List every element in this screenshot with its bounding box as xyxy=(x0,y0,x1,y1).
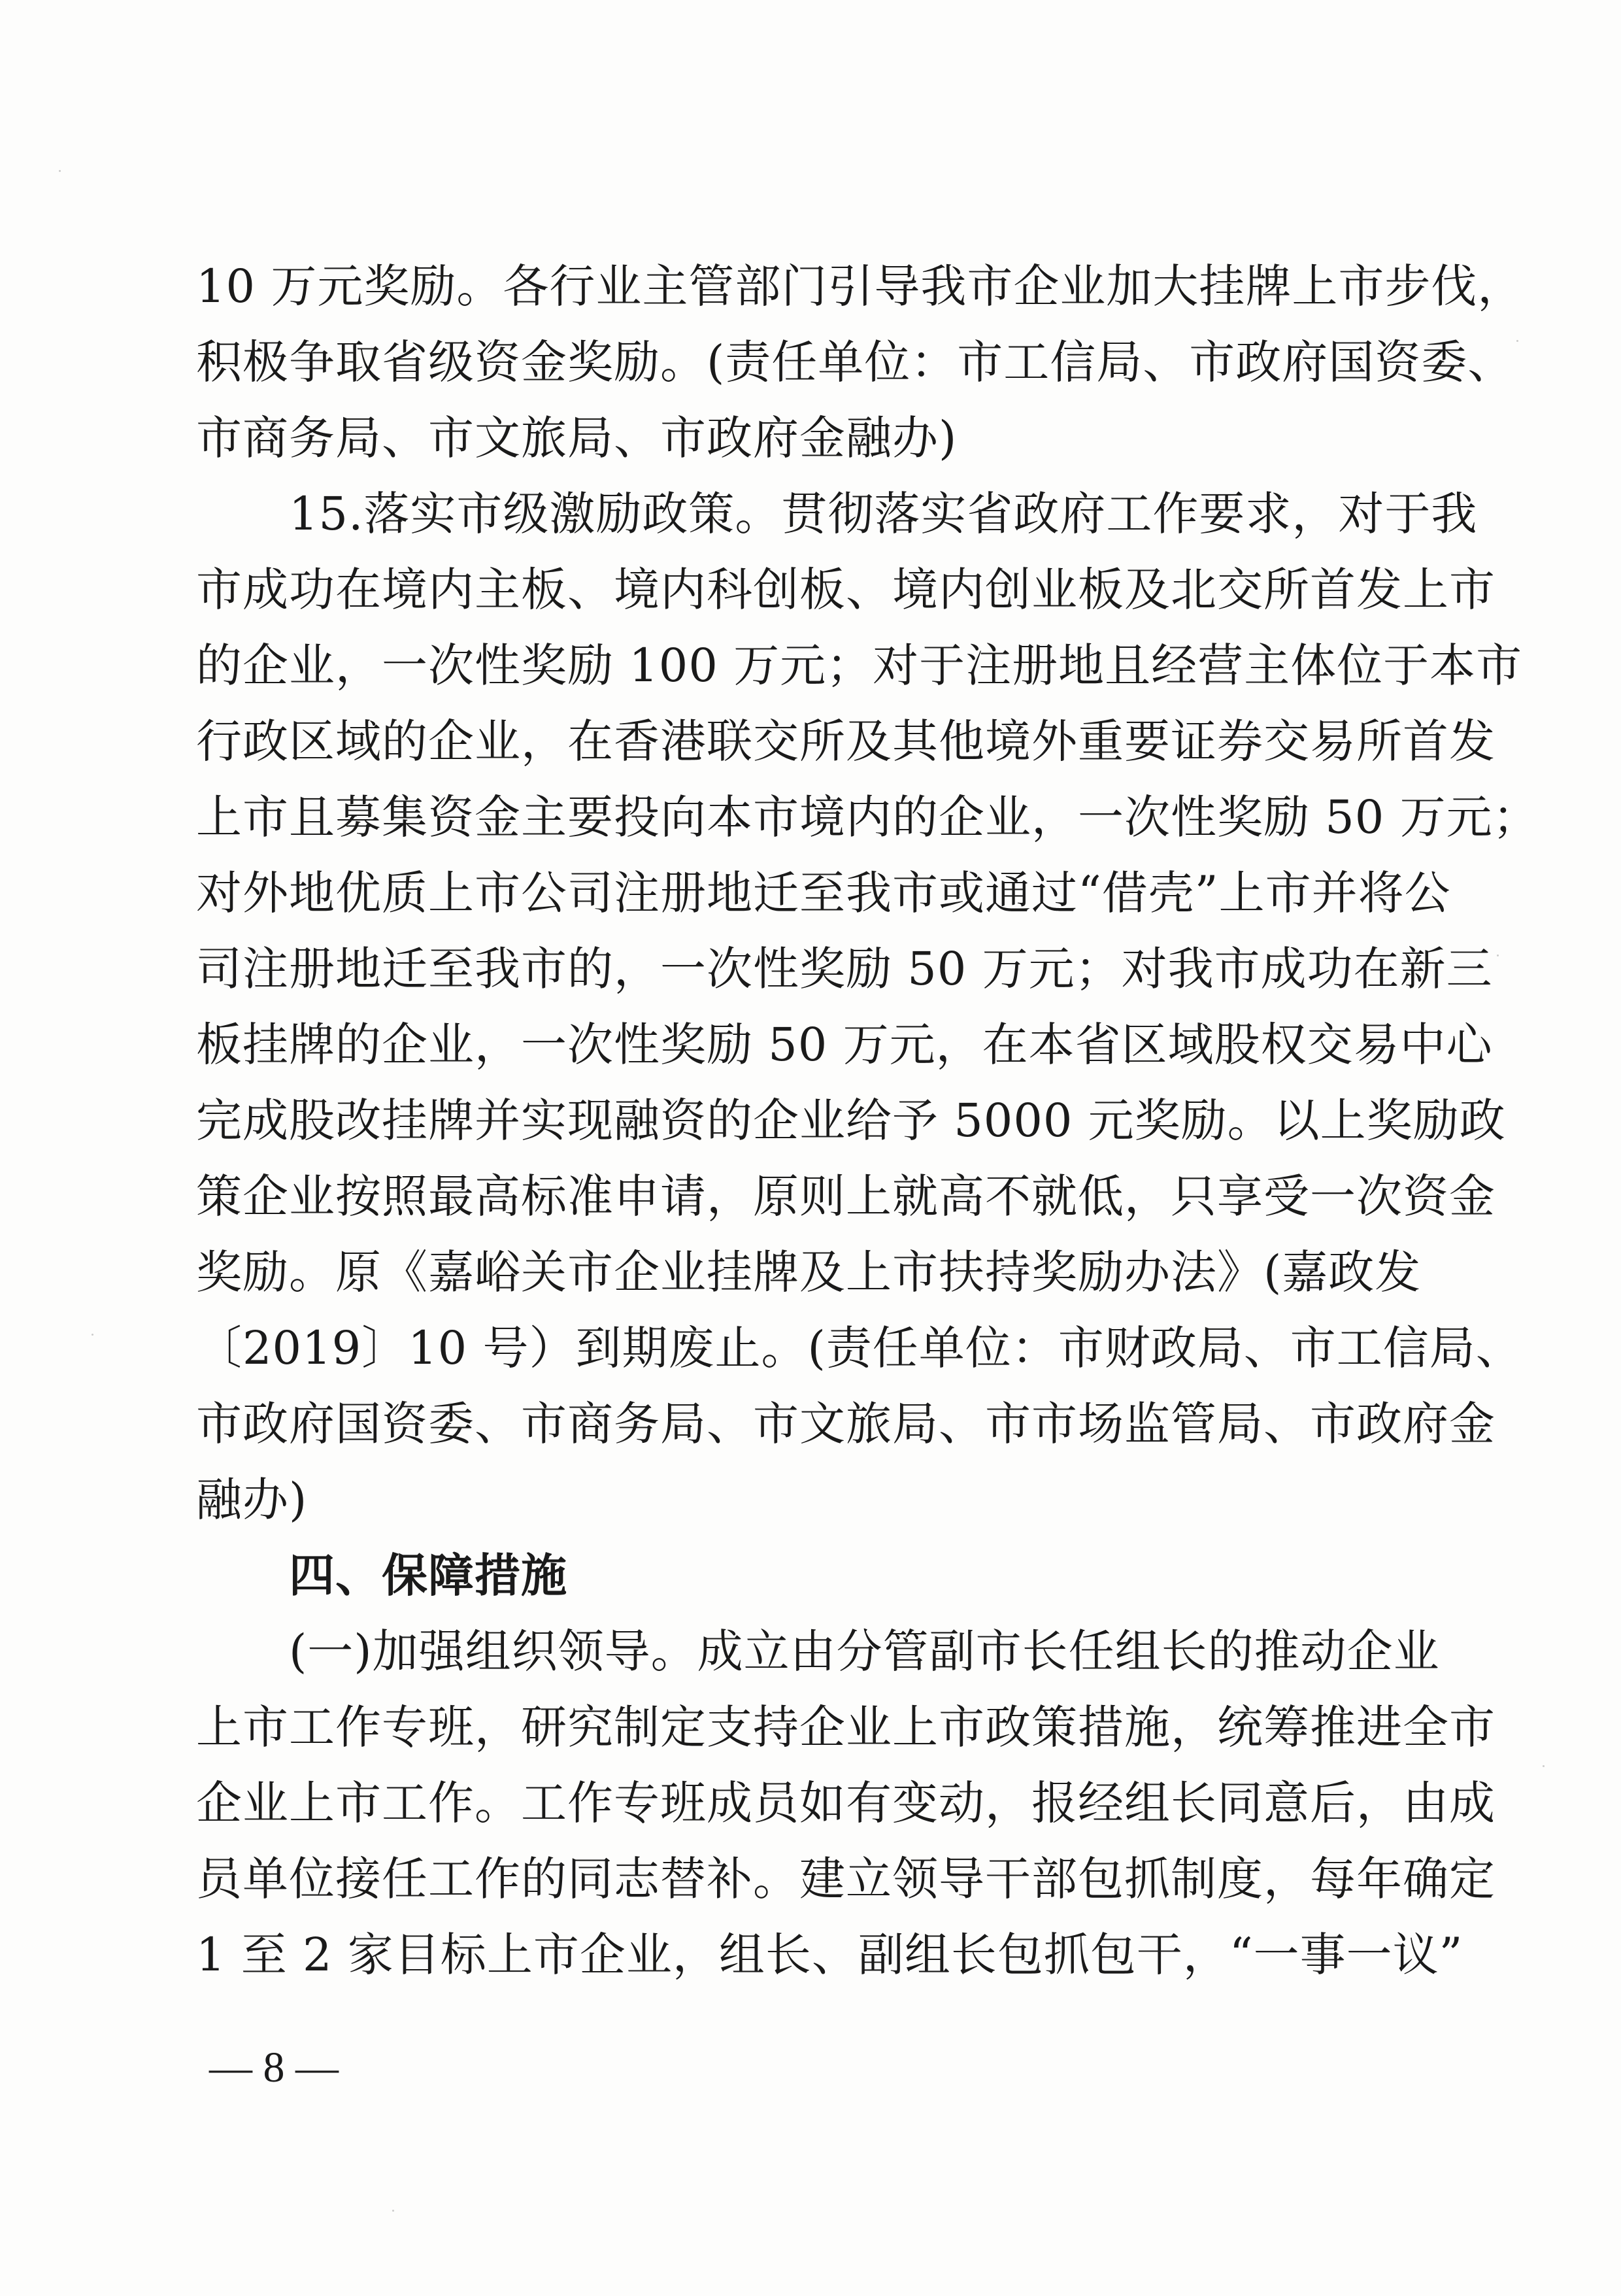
scan-speck xyxy=(92,1334,93,1336)
text-line: 市成功在境内主板、境内科创板、境内创业板及北交所首发上市 xyxy=(196,563,1496,616)
scan-speck xyxy=(392,2210,394,2212)
body-text xyxy=(196,248,1539,1993)
paragraph-15-start: 15.落实市级激励政策。贯彻落实省政府工作要求，对于我 xyxy=(289,487,1478,541)
text-line: 〔2019〕10 号）到期废止。(责任单位：市财政局、市工信局、 xyxy=(196,1321,1522,1375)
text-line: 企业上市工作。工作专班成员如有变动，报经组长同意后，由成 xyxy=(196,1776,1496,1830)
text-line: 积极争取省级资金奖励。(责任单位：市工信局、市政府国资委、 xyxy=(196,335,1514,389)
text-line: 对外地优质上市公司注册地迁至我市或通过“借壳”上市并将公 xyxy=(196,866,1451,920)
scan-speck xyxy=(1516,340,1518,342)
scan-speck xyxy=(1543,1765,1545,1767)
text-line: 行政区域的企业，在香港联交所及其他境外重要证券交易所首发 xyxy=(196,715,1496,768)
text-line: 上市工作专班，研究制定支持企业上市政策措施，统筹推进全市 xyxy=(196,1700,1496,1754)
scan-speck xyxy=(59,170,61,172)
text-line: 1 至 2 家目标上市企业，组长、副组长包抓包干，“一事一议” xyxy=(196,1928,1463,1982)
text-line: 员单位接任工作的同志替补。建立领导干部包抓制度，每年确定 xyxy=(196,1852,1496,1906)
text-line: 上市且募集资金主要投向本市境内的企业，一次性奖励 50 万元； xyxy=(196,790,1539,844)
text-line: 板挂牌的企业，一次性奖励 50 万元，在本省区域股权交易中心 xyxy=(196,1018,1493,1072)
text-line: 司注册地迁至我市的，一次性奖励 50 万元；对我市成功在新三 xyxy=(196,942,1493,996)
text-line: 策企业按照最高标准申请，原则上就高不就低，只享受一次资金 xyxy=(196,1170,1496,1223)
subsection-start: (一)加强组织领导。成立由分管副市长任组长的推动企业 xyxy=(289,1625,1440,1678)
text-line: 市政府国资委、市商务局、市文旅局、市市场监管局、市政府金 xyxy=(196,1397,1496,1451)
text-line: 的企业，一次性奖励 100 万元；对于注册地且经营主体位于本市 xyxy=(196,639,1523,692)
text-line: 完成股改挂牌并实现融资的企业给予 5000 元奖励。以上奖励政 xyxy=(196,1094,1506,1147)
scan-speck xyxy=(1497,954,1499,956)
text-line: 奖励。原《嘉峪关市企业挂牌及上市扶持奖励办法》(嘉政发 xyxy=(196,1245,1422,1299)
page-number: — 8 — xyxy=(209,2044,339,2091)
text-line: 市商务局、市文旅局、市政府金融办) xyxy=(196,411,958,465)
text-line: 融办) xyxy=(196,1473,308,1527)
text-line: 10 万元奖励。各行业主管部门引导我市企业加大挂牌上市步伐， xyxy=(196,260,1524,313)
section-heading: 四、保障措施 xyxy=(289,1549,567,1602)
